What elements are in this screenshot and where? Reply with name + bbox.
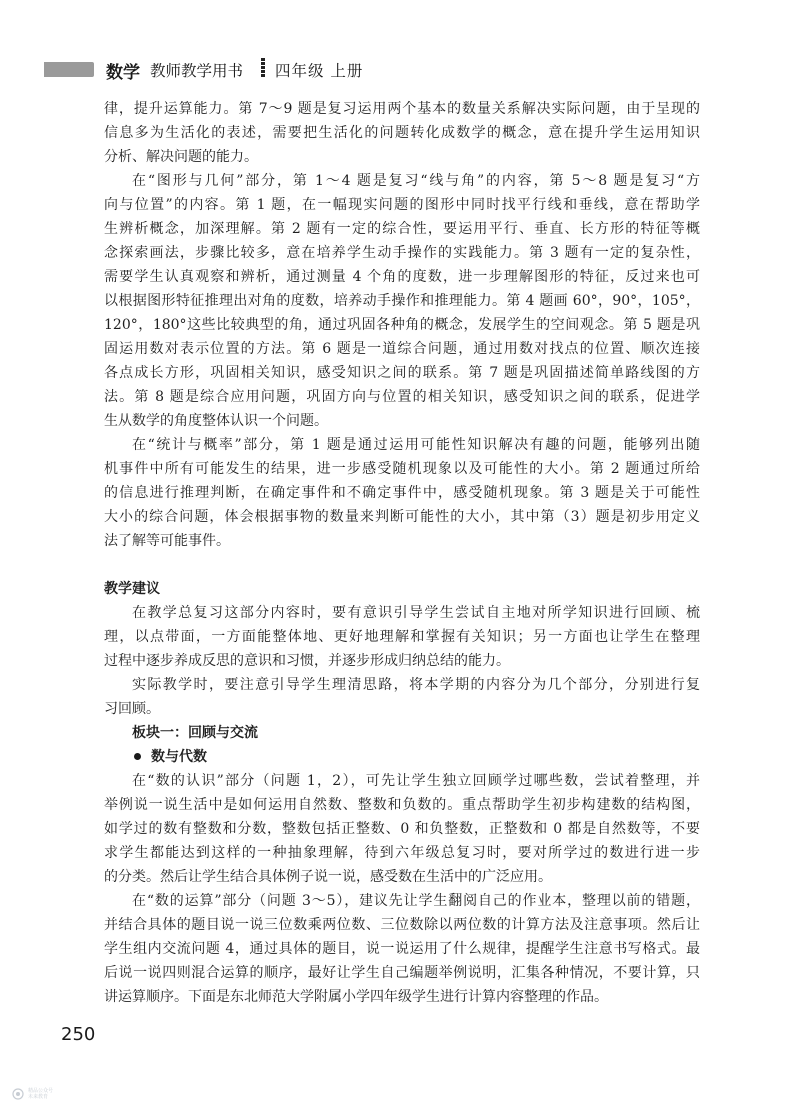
header-subject: 数学	[106, 63, 140, 83]
text-line: 在“数的运算”部分（问题 3～5），建议先让学生翻阅自己的作业本，整理以前的错题，	[132, 893, 700, 909]
text-line: 以根据图形特征推理出对角的度数，培养动手操作和推理能力。第 4 题画 60°，90°，105°，	[104, 293, 700, 309]
text-line: 过程中逐步养成反思的意识和习惯，并逐步形成归纳总结的能力。	[104, 653, 510, 669]
text-line: 生辨析概念，加深理解。第 2 题有一定的综合性，要运用平行、垂直、长方形的特征等概	[104, 221, 700, 237]
watermark-text	[28, 1088, 53, 1100]
text-line: 求学生都能达到这样的一种抽象理解，待到六年级总复习时，要对所学过的数进行进一步	[104, 845, 700, 861]
bullet-dot-icon	[134, 753, 141, 760]
paragraph-intro-continuation	[104, 97, 700, 169]
text-line: 在“图形与几何”部分，第 1～4 题是复习“线与角”的内容，第 5～8 题是复习“方	[132, 173, 700, 189]
text-line: 并结合具体的题目说一说三位数乘两位数、三位数除以两位数的计算方法及注意事项。然后让	[104, 917, 700, 933]
text-line: 法了解等可能事件。	[104, 533, 230, 549]
text-line: 讲运算顺序。下面是东北师范大学附属小学四年级学生进行计算内容整理的作品。	[104, 989, 608, 1005]
text-line: 法。第 8 题是综合应用问题，巩固方向与位置的相关知识，感受知识之间的联系，促进学	[104, 389, 700, 405]
paragraph-statistics	[104, 433, 700, 553]
text-line: 律，提升运算能力。第 7～9 题是复习运用两个基本的数量关系解决实际问题，由于呈现的	[104, 101, 700, 117]
page-body	[104, 97, 700, 1009]
bullet-heading-label: 数与代数	[151, 749, 207, 765]
text-line: 大小的综合问题，体会根据事物的数量来判断可能性的大小，其中第（3）题是初步用定义	[104, 509, 700, 525]
paragraph-actual-teaching	[104, 673, 700, 721]
text-line: 后说一说四则混合运算的顺序，最好让学生自己编题举例说明，汇集各种情况，不要计算，只	[104, 965, 700, 981]
text-line: 信息多为生活化的表述，需要把生活化的问题转化成数学的概念，意在提升学生运用知识	[104, 125, 700, 141]
text-line: 固运用数对表示位置的方法。第 6 题是一道综合问题，通过用数对找点的位置、顺次连接	[104, 341, 700, 357]
section-spacer	[104, 553, 700, 577]
text-line: 生从数学的角度整体认识一个问题。	[104, 413, 328, 429]
text-line: 的信息进行推理判断，在确定事件和不确定事件中，感受随机现象。第 3 题是关于可能性	[104, 485, 700, 501]
text-line: 各点成长方形，巩固相关知识，感受知识之间的联系。第 7 题是巩固描述简单路线图的方	[104, 365, 700, 381]
text-line: 学生组内交流问题 4，通过具体的题目，说一说运用了什么规律，提醒学生注意书写格式。最	[104, 941, 700, 957]
watermark	[12, 1088, 53, 1100]
text-line: 实际教学时，要注意引导学生理清思路，将本学期的内容分为几个部分，分别进行复	[132, 677, 700, 693]
watermark-logo-icon	[12, 1088, 24, 1100]
header-book-title: 教师教学用书	[150, 62, 244, 80]
watermark-line: 未来教育	[28, 1094, 49, 1100]
text-line: 理，以点带面，一方面能整体地、更好地理解和掌握有关知识；另一方面也让学生在整理	[104, 629, 700, 645]
text-line: 举例说一说生活中是如何运用自然数、整数和负数的。重点帮助学生初步构建数的结构图，	[104, 797, 700, 813]
text-line: 需要学生认真观察和辨析，通过测量 4 个角的度数，进一步理解图形的特征，反过来也可	[104, 269, 700, 285]
paragraph-number-operations	[104, 889, 700, 1009]
text-line: 在“数的认识”部分（问题 1，2），可先让学生独立回顾学过哪些数，尝试着整理，并	[132, 773, 700, 789]
text-line: 的分类。然后让学生结合具体例子说一说，感受数在生活中的广泛应用。	[104, 869, 552, 885]
block-heading-review: 板块一：回顾与交流	[132, 725, 258, 741]
header-decorative-bar	[44, 62, 94, 77]
text-line: 念探索画法，步骤比较多，意在培养学生动手操作的实践能力。第 3 题有一定的复杂性，	[104, 245, 700, 261]
text-line: 如学过的数有整数和分数，整数包括正整数、0 和负整数，正整数和 0 都是自然数等，不要	[104, 821, 700, 837]
header-divider	[261, 58, 265, 78]
text-line: 向与位置”的内容。第 1 题，在一幅现实问题的图形中同时找平行线和垂线，意在帮助学	[104, 197, 700, 213]
text-line: 120°，180°这些比较典型的角，通过巩固各种角的概念，发展学生的空间观念。第 5 题是巩	[104, 317, 700, 333]
watermark-line: 精品公众号	[28, 1088, 54, 1094]
bullet-heading-numbers-algebra	[104, 745, 700, 769]
paragraph-number-recognition	[104, 769, 700, 889]
section-heading-teaching-suggestions: 教学建议	[104, 581, 160, 597]
text-line: 习回顾。	[104, 701, 160, 717]
text-line: 在教学总复习这部分内容时，要有意识引导学生尝试自主地对所学知识进行回顾、梳	[132, 605, 700, 621]
paragraph-review-approach	[104, 601, 700, 673]
text-line: 在“统计与概率”部分，第 1 题是通过运用可能性知识解决有趣的问题，能够列出随	[132, 437, 700, 453]
paragraph-geometry	[104, 169, 700, 433]
header-grade: 四年级 上册	[275, 62, 364, 80]
text-line: 分析、解决问题的能力。	[104, 149, 258, 165]
text-line: 机事件中所有可能发生的结果，进一步感受随机现象以及可能性的大小。第 2 题通过所给	[104, 461, 700, 477]
page-number: 250	[61, 1024, 96, 1045]
